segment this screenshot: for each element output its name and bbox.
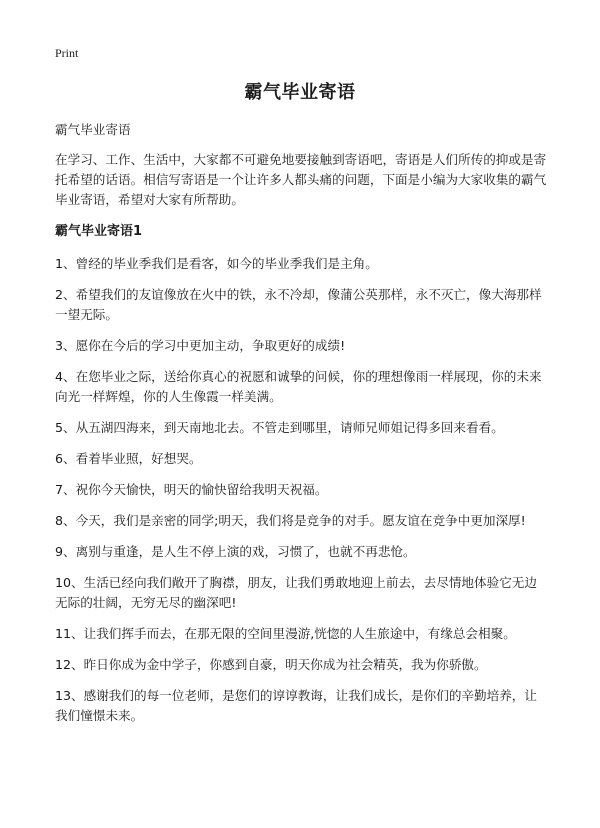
print-link[interactable]: Print	[55, 46, 79, 60]
list-item: 12、昨日你成为金中学子，你感到自豪，明天你成为社会精英，我为你骄傲。	[55, 657, 487, 672]
list-item: 8、今天，我们是亲密的同学;明天，我们将是竞争的对手。愿友谊在竞争中更加深厚!	[55, 513, 526, 528]
list-item: 7、祝你今天愉快，明天的愉快留给我明天祝福。	[55, 482, 328, 497]
list-item: 4、在您毕业之际，送给你真心的祝愿和诚挚的问候，你的理想像雨一样展现，你的未来向光一样辉煌，你的人生像霞一样美满。	[55, 369, 542, 404]
list-item: 13、感谢我们的每一位老师，是您们的谆谆教诲，让我们成长，是你们的辛勤培养，让我们憧憬未来。	[55, 688, 537, 723]
list-item: 5、从五湖四海来，到天南地北去。不管走到哪里，请师兄师姐记得多回来看看。	[55, 420, 504, 435]
list-item: 2、希望我们的友谊像放在火中的铁，永不冷却，像蒲公英那样，永不灭亡，像大海那样一望无际。	[55, 287, 542, 322]
list-item: 10、生活已经向我们敞开了胸襟，朋友，让我们勇敢地迎上前去，去尽情地体验它无边无际的壮阔，无穷无尽的幽深吧!	[55, 575, 537, 610]
page-title: 霸气毕业寄语	[244, 82, 356, 103]
list-item: 11、让我们挥手而去，在那无限的空间里漫游,恍惚的人生旅途中，有缘总会相聚。	[55, 626, 516, 641]
article-body	[55, 120, 548, 737]
list-item: 9、离别与重逢，是人生不停上演的戏，习惯了，也就不再悲怆。	[55, 544, 416, 559]
intro-paragraph: 在学习、工作、生活中，大家都不可避免地要接触到寄语吧，寄语是人们所传的抑或是寄托希望的话语。相信写寄语是一个让许多人都头痛的问题，下面是小编为大家收集的霸气毕业寄语，希望对大家有所帮助。	[55, 152, 547, 207]
list-item: 1、曾经的毕业季我们是看客，如今的毕业季我们是主角。	[55, 256, 378, 271]
article-subtitle: 霸气毕业寄语	[55, 122, 131, 137]
list-item: 3、愿你在今后的学习中更加主动，争取更好的成绩!	[55, 338, 346, 353]
section-heading: 霸气毕业寄语1	[55, 224, 143, 239]
list-item: 6、看着毕业照，好想哭。	[55, 451, 202, 466]
